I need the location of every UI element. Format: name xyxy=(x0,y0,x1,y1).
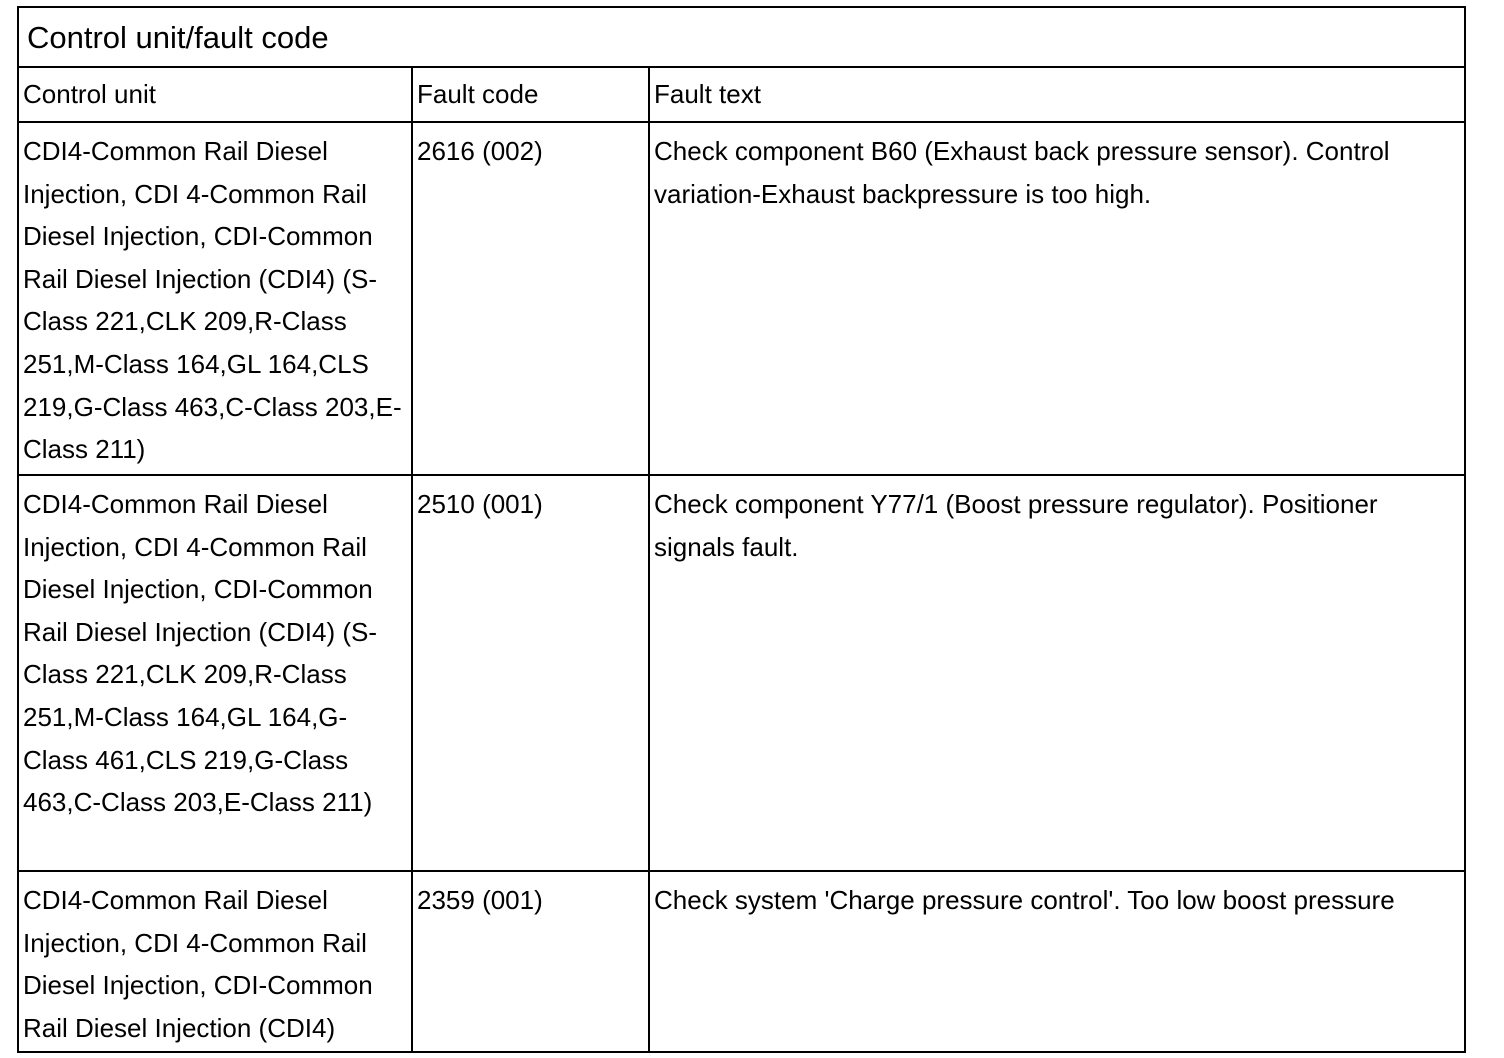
fault-code-cell: 2616 (002) xyxy=(412,122,649,475)
column-header-fault-code: Fault code xyxy=(412,68,649,122)
column-header-fault-text: Fault text xyxy=(649,68,1464,122)
table-header-row xyxy=(19,68,1464,122)
fault-text-cell: Check component Y77/1 (Boost pressure regulator). Positioner signals fault. xyxy=(649,475,1464,871)
fault-code-cell: 2510 (001) xyxy=(412,475,649,871)
table-row xyxy=(19,122,1464,475)
control-unit-cell: CDI4-Common Rail Diesel Injection, CDI 4-Common Rail Diesel Injection, CDI-Common Rail Diesel Injection (CDI4) (S-Class 221,CLK 209,R-Class 251,M-Class 164,GL 164,G-Class 461,CLS 219,G-Class 463,C-Class 203,E-Class 211) xyxy=(19,475,412,871)
column-header-control-unit: Control unit xyxy=(19,68,412,122)
document-title: Control unit/fault code xyxy=(19,8,1464,68)
fault-code-document xyxy=(17,6,1466,1053)
fault-text-cell: Check component B60 (Exhaust back pressure sensor). Control variation-Exhaust backpressure is too high. xyxy=(649,122,1464,475)
fault-code-cell: 2359 (001) xyxy=(412,871,649,1051)
fault-text-cell: Check system 'Charge pressure control'. Too low boost pressure xyxy=(649,871,1464,1051)
control-unit-cell: CDI4-Common Rail Diesel Injection, CDI 4-Common Rail Diesel Injection, CDI-Common Rail Diesel Injection (CDI4) (S-Class 221,CLK 209,R-Class 251,M-Class 164,GL 164,CLS 219,G-Class 463,C-Class 203,E-Class 211) xyxy=(19,122,412,475)
fault-code-table xyxy=(19,68,1464,1051)
table-row xyxy=(19,475,1464,871)
table-row xyxy=(19,871,1464,1051)
control-unit-cell: CDI4-Common Rail Diesel Injection, CDI 4-Common Rail Diesel Injection, CDI-Common Rail Diesel Injection (CDI4) xyxy=(19,871,412,1051)
